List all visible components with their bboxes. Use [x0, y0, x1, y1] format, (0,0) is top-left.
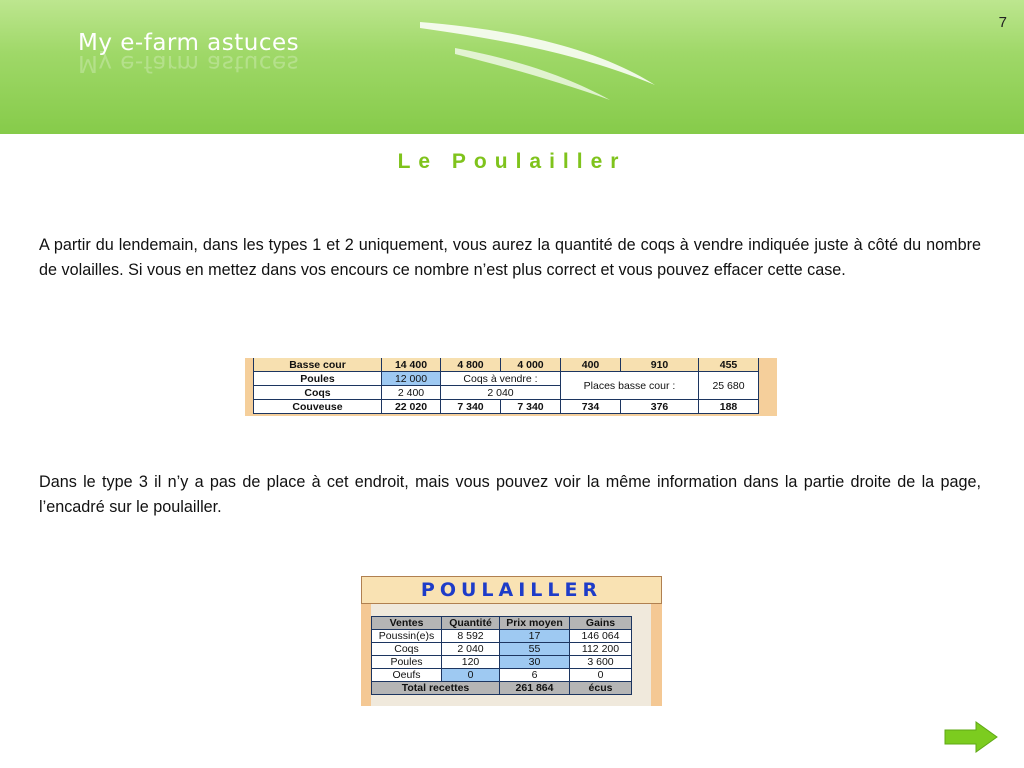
column-header: Quantité	[442, 617, 500, 630]
cell: 7 340	[441, 400, 501, 414]
cell: 55	[500, 643, 570, 656]
cell: 30	[500, 656, 570, 669]
cell: 146 064	[570, 630, 632, 643]
cell: Coqs	[372, 643, 442, 656]
cell: 4 800	[441, 358, 501, 372]
table-row	[372, 630, 632, 643]
poulailler-table	[371, 616, 632, 695]
total-label: Total recettes	[372, 682, 500, 695]
total-value: 261 864	[500, 682, 570, 695]
cell: 3 600	[570, 656, 632, 669]
table-row	[372, 669, 632, 682]
brand-logo-reflection: My e-farm astuces	[78, 50, 300, 76]
brand-logo: My e-farm astuces	[78, 30, 300, 56]
slide-title: Le Poulailler	[397, 150, 627, 173]
cell: 7 340	[501, 400, 561, 414]
table-row	[372, 643, 632, 656]
cell: 14 400	[382, 358, 441, 372]
next-arrow-icon[interactable]	[944, 721, 998, 753]
cell: 22 020	[382, 400, 441, 414]
basse-cour-table-screenshot	[245, 358, 777, 416]
cell: 25 680	[699, 372, 759, 400]
slide-header	[0, 0, 1024, 134]
cell: Coqs à vendre :	[441, 372, 561, 386]
table-row	[372, 656, 632, 669]
column-header: Prix moyen	[500, 617, 570, 630]
column-header: Ventes	[372, 617, 442, 630]
row-label: Coqs	[254, 386, 382, 400]
poulailler-banner: POULAILLER	[361, 576, 662, 604]
cell: 376	[621, 400, 699, 414]
row-label: Basse cour	[254, 358, 382, 372]
cell: 400	[561, 358, 621, 372]
cell: 188	[699, 400, 759, 414]
cell: 734	[561, 400, 621, 414]
table-header-row	[372, 617, 632, 630]
cell: 12 000	[382, 372, 441, 386]
cell: Poules	[372, 656, 442, 669]
table-row	[254, 400, 759, 414]
total-unit: écus	[570, 682, 632, 695]
row-label: Couveuse	[254, 400, 382, 414]
paragraph-type3: Dans le type 3 il n’y a pas de place à cet endroit, mais vous pouvez voir la même information dans la partie droite de la page, l’encadré sur le poulailler.	[39, 473, 981, 516]
cell: 112 200	[570, 643, 632, 656]
table-row	[254, 358, 759, 372]
poulailler-box-screenshot	[361, 576, 662, 706]
cell: 2 400	[382, 386, 441, 400]
cell: 8 592	[442, 630, 500, 643]
cell: Places basse cour :	[561, 372, 699, 400]
cell: 6	[500, 669, 570, 682]
cell: 910	[621, 358, 699, 372]
cell: 0	[570, 669, 632, 682]
row-label: Poules	[254, 372, 382, 386]
column-header: Gains	[570, 617, 632, 630]
cell: Oeufs	[372, 669, 442, 682]
cell: 120	[442, 656, 500, 669]
cell: 455	[699, 358, 759, 372]
cell: 4 000	[501, 358, 561, 372]
cell: 17	[500, 630, 570, 643]
table-total-row	[372, 682, 632, 695]
table-row	[254, 372, 759, 386]
page-number: 7	[998, 14, 1007, 31]
paragraph-intro: A partir du lendemain, dans les types 1 et 2 uniquement, vous aurez la quantité de coqs à vendre indiquée juste à côté du nombre de volailles. Si vous en mettez dans vos encours ce nombre n’est plus correct et vous pouvez effacer cette case.	[39, 236, 981, 279]
cell: 2 040	[442, 643, 500, 656]
cell: 2 040	[441, 386, 561, 400]
basse-cour-table	[253, 358, 759, 414]
cell: 0	[442, 669, 500, 682]
cell: Poussin(e)s	[372, 630, 442, 643]
